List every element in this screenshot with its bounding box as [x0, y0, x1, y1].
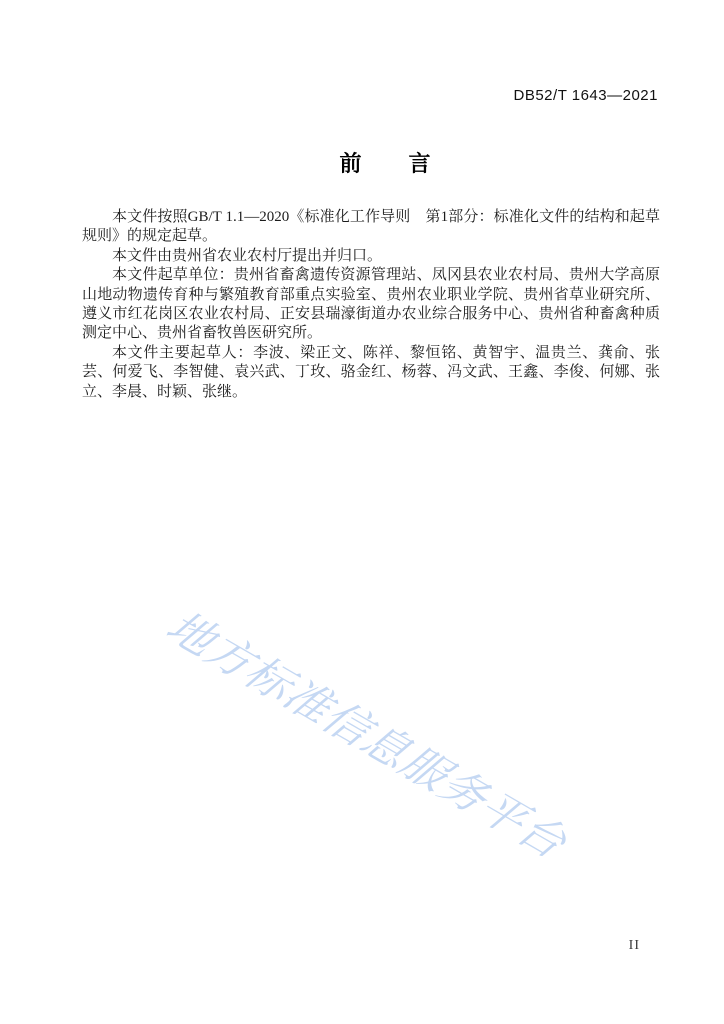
- page-number: II: [628, 938, 640, 953]
- standard-number: DB52/T 1643—2021: [513, 87, 658, 104]
- paragraph-drafting-basis: 本文件按照GB/T 1.1—2020《标准化工作导则 第1部分：标准化文件的结构和起草规则》的规定起草。: [82, 209, 660, 245]
- page-title: 前 言: [339, 151, 432, 176]
- watermark-text: 地方标准信息服务平台: [156, 602, 576, 868]
- paragraph-drafting-organizations: 本文件起草单位：贵州省畜禽遗传资源管理站、凤冈县农业农村局、贵州大学高原山地动物遗传育种与繁殖教育部重点实验室、贵州农业职业学院、贵州省草业研究所、遵义市红花岗区农业农村局、正安县瑞濠街道办农业综合服务中心、贵州省种畜禽种质测定中心、贵州省畜牧兽医研究所。: [82, 267, 660, 342]
- paragraph-main-drafters: 本文件主要起草人：李波、梁正文、陈祥、黎恒铭、黄智宇、温贵兰、龚俞、张芸、何爱飞、李智健、袁兴武、丁玫、骆金红、杨蓉、冯文武、王鑫、李俊、何娜、张立、李晨、时颖、张继。: [82, 344, 660, 400]
- foreword-body: [82, 208, 660, 402]
- paragraph-proposed-by: 本文件由贵州省农业农村厅提出并归口。: [112, 247, 383, 264]
